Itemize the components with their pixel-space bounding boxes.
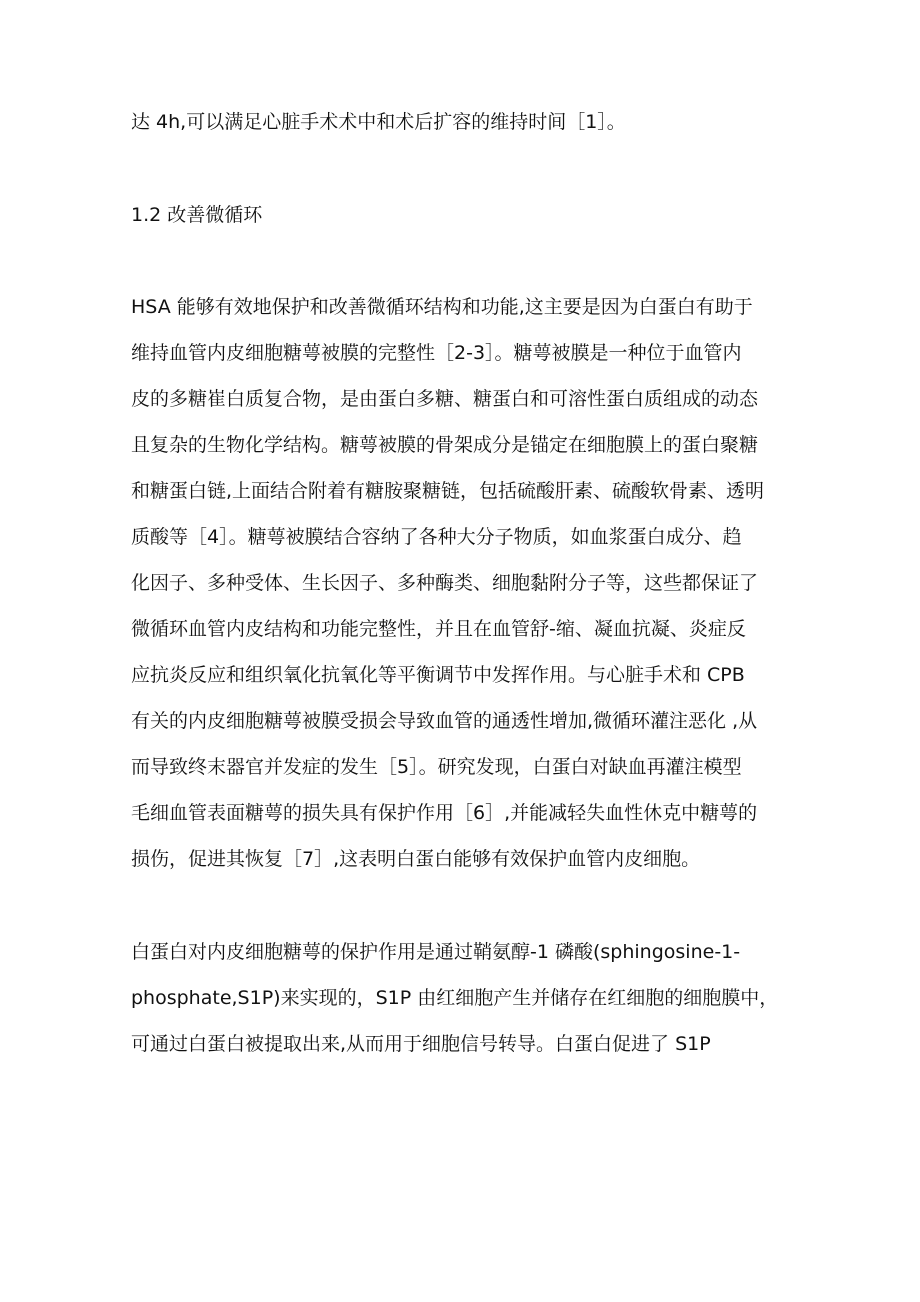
paragraph-line: 微循环血管内皮结构和功能完整性，并且在血管舒-缩、凝血抗凝、炎症反 [131,618,746,640]
paragraph-line: 化因子、多种受体、生长因子、多种酶类、细胞黏附分子等，这些都保证了 [131,572,759,594]
paragraph-line: 且复杂的生物化学结构。糖萼被膜的骨架成分是锚定在细胞膜上的蛋白聚糖 [131,434,759,456]
section-heading: 1.2 改善微循环 [131,204,263,226]
paragraph-line: 可通过白蛋白被提取出来,从而用于细胞信号转导。白蛋白促进了 S1P [131,1033,711,1055]
paragraph-line: 皮的多糖崔白质复合物，是由蛋白多糖、糖蛋白和可溶性蛋白质组成的动态 [131,388,759,410]
paragraph-line: 有关的内皮细胞糖萼被膜受损会导致血管的通透性增加,微循环灌注恶化 ,从 [131,710,758,732]
paragraph-line: 损伤，促进其恢复［7］,这表明白蛋白能够有效保护血管内皮细胞。 [131,848,701,870]
paragraph-line: 应抗炎反应和组织氧化抗氧化等平衡调节中发挥作用。与心脏手术和 CPB [131,664,745,686]
paragraph-line: 白蛋白对内皮细胞糖萼的保护作用是通过鞘氨醇-1 磷酸(sphingosine-1- [131,941,741,963]
paragraph-line: 和糖蛋白链,上面结合附着有糖胺聚糖链，包括硫酸肝素、硫酸软骨素、透明 [131,480,765,502]
paragraph-line: 质酸等［4］。糖萼被膜结合容纳了各种大分子物质，如血浆蛋白成分、趋 [131,526,742,548]
paragraph-line: HSA 能够有效地保护和改善微循环结构和功能,这主要是因为白蛋白有助于 [131,296,753,318]
paragraph-line: phosphate,S1P)来实现的，S1P 由红细胞产生并储存在红细胞的细胞膜中， [131,987,779,1009]
paragraph-line: 维持血管内皮细胞糖萼被膜的完整性［2-3］。糖萼被膜是一种位于血管内 [131,342,742,364]
paragraph-line: 达 4h,可以满足心脏手术术中和术后扩容的维持时间［1］。 [131,111,626,133]
paragraph-line: 而导致终末器官并发症的发生［5］。研究发现，白蛋白对缺血再灌注模型 [131,756,742,778]
paragraph-line: 毛细血管表面糖萼的损失具有保护作用［6］,并能减轻失血性休克中糖萼的 [131,802,758,824]
